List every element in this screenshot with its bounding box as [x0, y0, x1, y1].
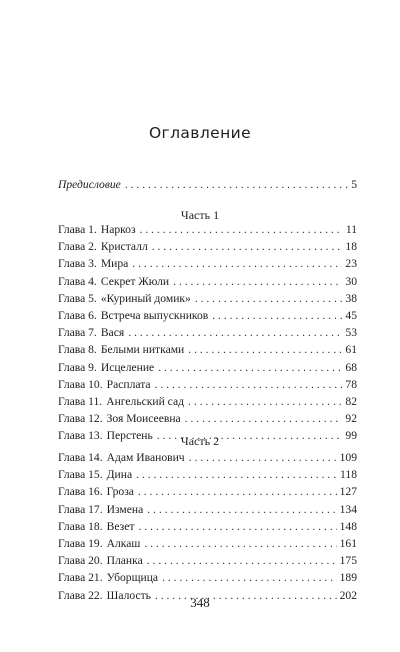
chapter-title: «Куриный домик» — [100, 291, 191, 305]
chapter-label: Глава 6. — [58, 308, 97, 322]
toc-entry-chapter — [58, 535, 357, 552]
chapter-title: Шалость — [106, 588, 151, 602]
dot-leader — [155, 376, 343, 393]
chapter-label: Глава 13. — [58, 429, 103, 443]
chapter-page-number: 202 — [339, 588, 357, 602]
chapter-title: Везет — [106, 519, 135, 533]
toc-entry-chapter — [58, 569, 357, 586]
dot-leader — [125, 176, 348, 193]
chapter-page-number: 78 — [345, 377, 357, 391]
toc-entry-chapter — [58, 552, 357, 569]
chapter-title: Встреча выпускников — [100, 308, 209, 322]
chapter-label: Глава 21. — [58, 571, 103, 585]
dot-leader — [162, 569, 337, 586]
chapter-label: Глава 17. — [58, 502, 103, 516]
dot-leader — [185, 410, 343, 427]
dot-leader — [189, 449, 337, 466]
chapter-label: Глава 11. — [58, 394, 103, 408]
toc-entry-chapter — [58, 324, 357, 341]
chapter-label: Глава 18. — [58, 519, 103, 533]
chapter-label: Глава 1. — [58, 223, 97, 236]
dot-leader — [128, 324, 342, 341]
dot-leader — [138, 483, 337, 500]
chapter-title: Гроза — [106, 485, 134, 499]
part-1-heading: Часть 1 — [180, 208, 220, 222]
chapter-label: Глава 9. — [58, 360, 97, 374]
chapter-page-number: 99 — [345, 429, 357, 443]
chapter-page-number: 161 — [339, 536, 357, 550]
dot-leader — [173, 273, 342, 290]
chapter-page-number: 118 — [340, 468, 357, 482]
chapter-title: Адам Иванович — [106, 451, 185, 464]
dot-leader — [147, 552, 337, 569]
preface-title: Предисловие — [58, 178, 121, 191]
chapter-page-number: 82 — [345, 394, 357, 408]
toc-entry-chapter — [58, 255, 357, 272]
chapter-label: Глава 19. — [58, 536, 103, 550]
chapter-page-number: 175 — [339, 554, 357, 568]
chapter-page-number: 38 — [345, 291, 357, 305]
dot-leader — [132, 255, 342, 272]
toc-entry-chapter — [58, 466, 357, 483]
chapter-page-number: 189 — [339, 571, 357, 585]
chapter-page-number: 53 — [345, 326, 357, 340]
chapter-label: Глава 8. — [58, 343, 97, 357]
chapter-title: Вася — [100, 326, 125, 340]
chapter-label: Глава 15. — [58, 468, 103, 482]
toc-entry-chapter — [58, 273, 357, 290]
dot-leader — [140, 221, 343, 238]
dot-leader — [158, 359, 342, 376]
chapter-title: Уборщица — [106, 571, 159, 585]
toc-entry-chapter — [58, 449, 357, 466]
dot-leader — [144, 535, 336, 552]
chapter-title: Исцеление — [100, 360, 155, 374]
chapter-label: Глава 3. — [58, 257, 97, 271]
chapter-title: Перстень — [106, 429, 153, 443]
toc-entry-chapter — [58, 501, 357, 518]
chapter-label: Глава 7. — [58, 326, 97, 340]
dot-leader — [138, 518, 336, 535]
dot-leader — [152, 238, 343, 255]
chapter-title: Планка — [106, 554, 143, 568]
dot-leader — [136, 466, 337, 483]
toc-title: Оглавление — [148, 124, 252, 142]
chapter-label: Глава 16. — [58, 485, 103, 499]
chapter-label: Глава 12. — [58, 412, 103, 426]
chapter-page-number: 30 — [345, 274, 357, 288]
toc-entry-chapter — [58, 238, 357, 255]
page-number: 348 — [190, 595, 210, 610]
dot-leader — [195, 290, 343, 307]
chapter-page-number: 68 — [345, 360, 357, 374]
dot-leader — [188, 341, 342, 358]
toc-entry-chapter — [58, 483, 357, 500]
part-2-chapter-list — [58, 449, 357, 604]
chapter-page-number: 45 — [345, 308, 357, 322]
toc-entry-preface — [58, 176, 357, 193]
chapter-title: Зоя Моисеевна — [106, 412, 181, 426]
chapter-label: Глава 4. — [58, 274, 97, 288]
chapter-title: Наркоз — [100, 223, 136, 236]
toc-entry-chapter — [58, 393, 357, 410]
preface-page-number: 5 — [351, 178, 357, 191]
dot-leader — [212, 307, 342, 324]
chapter-page-number: 23 — [345, 257, 357, 271]
chapter-page-number: 148 — [339, 519, 357, 533]
chapter-page-number: 134 — [339, 502, 357, 516]
toc-entry-chapter — [58, 307, 357, 324]
chapter-title: Мира — [100, 257, 129, 271]
chapter-title: Расплата — [106, 377, 151, 391]
chapter-label: Глава 14. — [58, 451, 103, 464]
toc-entry-chapter — [58, 376, 357, 393]
chapter-label: Глава 5. — [58, 291, 97, 305]
chapter-title: Секрет Жюли — [100, 274, 170, 288]
chapter-label: Глава 22. — [58, 588, 103, 602]
chapter-label: Глава 20. — [58, 554, 103, 568]
chapter-title: Кристалл — [100, 240, 148, 254]
chapter-page-number: 18 — [345, 240, 357, 254]
toc-entry-chapter — [58, 359, 357, 376]
toc-entry-chapter — [58, 290, 357, 307]
toc-entry-chapter — [58, 518, 357, 535]
chapter-title: Дина — [106, 468, 133, 482]
chapter-page-number: 109 — [339, 451, 357, 464]
toc-entry-chapter — [58, 341, 357, 358]
toc-entry-chapter — [58, 410, 357, 427]
chapter-title: Алкаш — [106, 536, 141, 550]
chapter-page-number: 127 — [339, 485, 357, 499]
part-2-heading: Часть 2 — [180, 434, 220, 448]
chapter-label: Глава 2. — [58, 240, 97, 254]
chapter-title: Измена — [106, 502, 144, 516]
dot-leader — [147, 501, 336, 518]
chapter-page-number: 11 — [345, 223, 357, 236]
chapter-label: Глава 10. — [58, 377, 103, 391]
chapter-page-number: 92 — [345, 412, 357, 426]
chapter-page-number: 61 — [345, 343, 357, 357]
part-1-chapter-list — [58, 221, 357, 444]
toc-entry-chapter — [58, 221, 357, 238]
chapter-title: Ангельский сад — [106, 394, 185, 408]
dot-leader — [188, 393, 342, 410]
chapter-title: Белыми нитками — [100, 343, 185, 357]
